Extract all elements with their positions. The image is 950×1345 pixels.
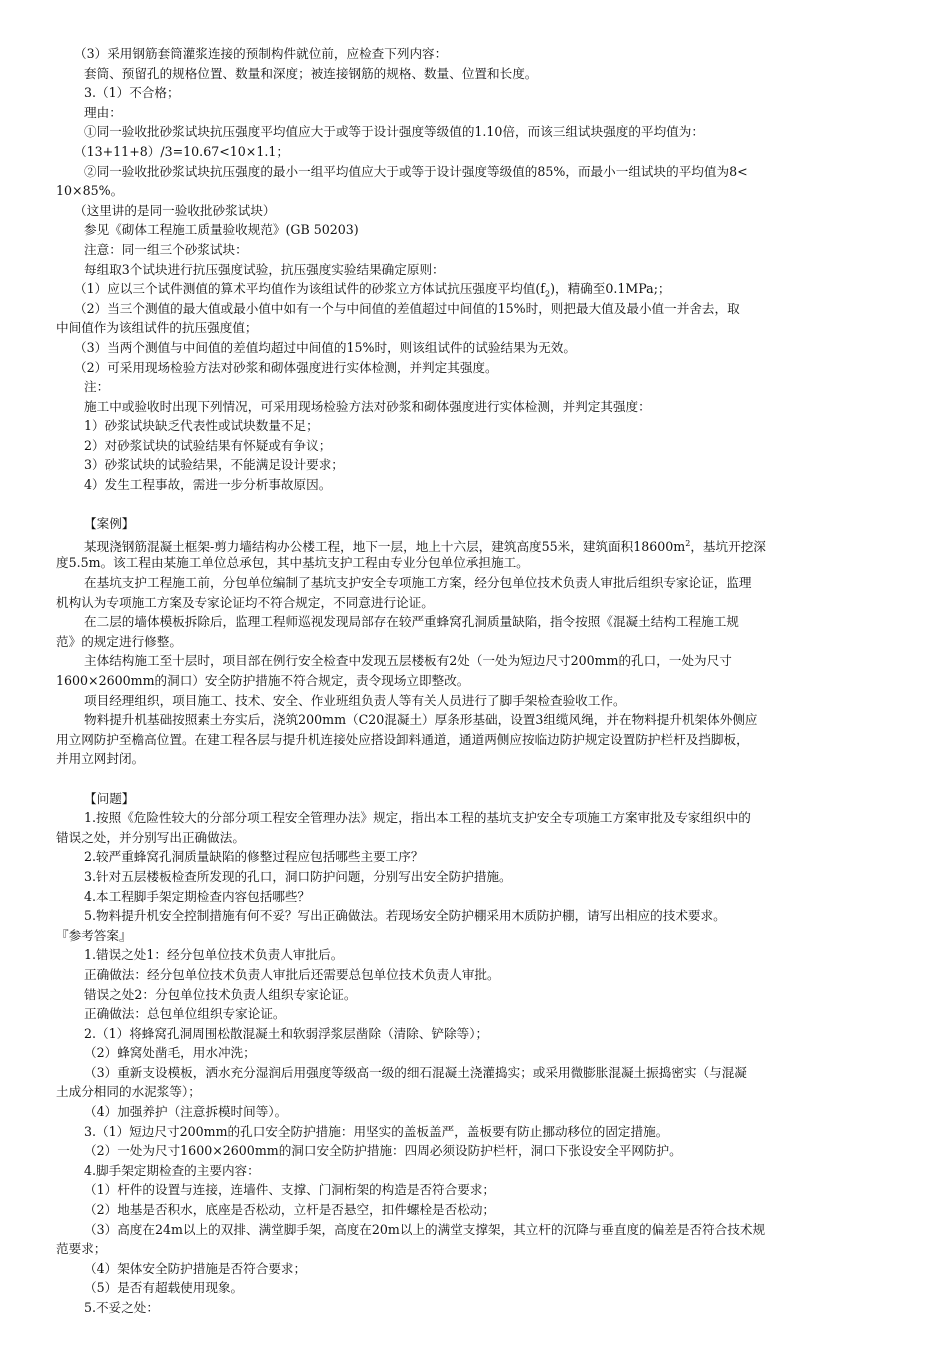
answers-heading: 『参考答案』 [56, 927, 132, 943]
questions-heading: 【问题】 [84, 790, 135, 806]
text-line: 范》的规定进行修整。 [56, 633, 182, 649]
text-line: （2）可采用现场检验方法对砂浆和砌体强度进行实体检测，并判定其强度。 [74, 359, 498, 375]
spacer [56, 769, 896, 789]
text-line: 2）对砂浆试块的试验结果有怀疑或有争议； [84, 437, 332, 453]
text-line: 10×85%。 [56, 183, 124, 199]
text-line: （3）重新支设模板，洒水充分湿润后用强度等级高一级的细石混凝土浇灌捣实；或采用微膨胀混凝土振捣密实（与混凝 [84, 1064, 747, 1080]
text-line: （2）当三个测值的最大值或最小值中如有一个与中间值的差值超过中间值的15%时，则把最大值及最小值一并舍去，取 [74, 300, 740, 316]
text-line: 1）砂浆试块缺乏代表性或试块数量不足； [84, 418, 319, 434]
text-line: 并用立网封闭。 [56, 751, 145, 767]
text-line: 用立网防护至檐高位置。在建工程各层与提升机连接处应搭设卸料通道，通道两侧应按临边防护规定设置防护栏杆及挡脚板， [56, 731, 749, 747]
text-line: 错误之处，并分别写出正确做法。 [56, 829, 245, 845]
text-line: （这里讲的是同一验收批砂浆试块） [74, 202, 276, 218]
text-line: 3.针对五层楼板检查所发现的孔口，洞口防护问题，分别写出安全防护措施。 [84, 868, 512, 884]
text-line: 主体结构施工至十层时，项目部在例行安全检查中发现五层楼板有2处（一处为短边尺寸200mm的孔口，一处为尺寸 [84, 653, 732, 669]
text-line: 3.（1）短边尺寸200mm的孔口安全防护措施：用坚实的盖板盖严，盖板要有防止挪动移位的固定措施。 [84, 1123, 669, 1139]
text-line: 物料提升机基础按照素土夯实后，浇筑200mm（C20混凝土）厚条形基础，设置3组缆风绳，并在物料提升机架体外侧应 [84, 712, 758, 728]
superscript: 2 [685, 538, 691, 548]
text-line: 2.（1）将蜂窝孔洞周围松散混凝土和软弱浮浆层凿除（清除、铲除等）； [84, 1025, 489, 1041]
text-line: 施工中或验收时出现下列情况，可采用现场检验方法对砂浆和砌体强度进行实体检测，并判定其强度： [84, 398, 651, 414]
text-line: ①同一验收批砂浆试块抗压强度平均值应大于或等于设计强度等级值的1.10倍，而该三组试块强度的平均值为： [84, 124, 704, 140]
text-run: （1）应以三个试件测值的算术平均值作为该组试件的砂浆立方体试抗压强度平均值(f [74, 281, 545, 297]
spacer [56, 495, 896, 515]
text-line: 1.按照《危险性较大的分部分项工程安全管理办法》规定，指出本工程的基坑支护安全专项施工方案审批及专家组织中的 [84, 810, 751, 826]
text-line: 1.错误之处1：经分包单位技术负责人审批后。 [84, 947, 344, 963]
text-line: （1）杆件的设置与连接，连墙件、支撑、门洞桁架的构造是否符合要求； [84, 1182, 496, 1198]
text-line: 5.物料提升机安全控制措施有何不妥？写出正确做法。若现场安全防护棚采用木质防护棚，请写出相应的技术要求。 [84, 908, 726, 924]
text-line: 机构认为专项施工方案及专家论证均不符合规定，不同意进行论证。 [56, 594, 434, 610]
text-line: （2）蜂窝处凿毛，用水冲洗； [84, 1045, 256, 1061]
text-run: 某现浇钢筋混凝土框架-剪力墙结构办公楼工程，地下一层，地上十六层，建筑高度55米，建筑面积18600m [84, 539, 686, 555]
subscript: 2 [544, 289, 551, 299]
text-line: ②同一验收批砂浆试块抗压强度的最小一组平均值应大于或等于设计强度等级值的85%，而最小一组试块的平均值为8< [84, 163, 748, 179]
text-line [56, 534, 896, 554]
document-body [56, 44, 896, 1318]
text-line: 项目经理组织，项目施工、技术、安全、作业班组负责人等有关人员进行了脚手架检查验收工作。 [84, 692, 626, 708]
text-line: 每组取3个试块进行抗压强度试验，抗压强度实验结果确定原则： [84, 261, 445, 277]
text-line: 土成分相同的水泥浆等）； [56, 1084, 201, 1100]
text-line: 套筒、预留孔的规格位置、数量和深度；被连接钢筋的规格、数量、位置和长度。 [84, 65, 538, 81]
text-line: 错误之处2：分包单位技术负责人组织专家论证。 [84, 986, 357, 1002]
text-line: 注： [84, 379, 110, 395]
text-line: 2.较严重蜂窝孔洞质量缺陷的修整过程应包括哪些主要工序？ [84, 849, 424, 865]
text-line: （4）架体安全防护措施是否符合要求； [84, 1260, 307, 1276]
text-line: 1600×2600mm的洞口）安全防护措施不符合规定，责令现场立即整改。 [56, 673, 470, 688]
text-line: （4）加强养护（注意拆模时间等）。 [84, 1104, 288, 1120]
text-line: （2）地基是否积水，底座是否松动，立杆是否悬空，扣件螺栓是否松动； [84, 1202, 496, 1218]
text-run: )，精确至0.1MPa;； [550, 281, 671, 297]
text-line: （5）是否有超载使用现象。 [84, 1280, 244, 1296]
text-line: 5.不妥之处： [84, 1300, 159, 1315]
text-line: 正确做法：经分包单位技术负责人审批后还需要总包单位技术负责人审批。 [84, 966, 500, 982]
text-line: 3）砂浆试块的试验结果，不能满足设计要求； [84, 457, 344, 473]
text-line: 中间值作为该组试件的抗压强度值； [56, 320, 258, 336]
text-line: （3）采用钢筋套筒灌浆连接的预制构件就位前，应检查下列内容： [74, 46, 448, 61]
text-line: 4.本工程脚手架定期检查内容包括哪些？ [84, 888, 311, 904]
text-line: （3）当两个测值与中间值的差值均超过中间值的15%时，则该组试件的试验结果为无效。 [74, 339, 576, 355]
text-line: 3.（1）不合格； [84, 85, 180, 101]
text-line: 范要求； [56, 1241, 107, 1257]
text-line: 在二层的墙体模板拆除后，监理工程师巡视发现局部存在较严重蜂窝孔洞质量缺陷，指令按照《混凝土结构工程施工规 [84, 614, 739, 630]
text-line: 4.脚手架定期检查的主要内容： [84, 1162, 260, 1178]
text-line [56, 279, 896, 299]
text-line: 注意：同一组三个砂浆试块： [84, 241, 248, 257]
text-line: 度5.5m。该工程由某施工单位总承包，其中基坑支护工程由专业分包单位承担施工。 [56, 555, 529, 571]
text-line: （3）高度在24m以上的双排、满堂脚手架，高度在20m以上的满堂支撑架，其立杆的沉降与垂直度的偏差是否符合技术规 [84, 1221, 766, 1237]
text-line: 在基坑支护工程施工前，分包单位编制了基坑支护安全专项施工方案，经分包单位技术负责人审批后组织专家论证，监理 [84, 575, 752, 591]
text-line: （2）一处为尺寸1600×2600mm的洞口安全防护措施：四周必须设防护栏杆，洞口下张设安全平网防护。 [84, 1143, 682, 1159]
text-run: ，基坑开挖深 [690, 539, 766, 555]
text-line: 正确做法：总包单位组织专家论证。 [84, 1006, 286, 1022]
text-line: 理由： [84, 104, 122, 120]
text-line: 参见《砌体工程施工质量验收规范》(GB 50203) [84, 222, 359, 238]
text-line: 4）发生工程事故，需进一步分析事故原因。 [84, 477, 332, 493]
text-line: （13+11+8）/3=10.67<10×1.1； [74, 143, 289, 159]
case-heading: 【案例】 [84, 516, 135, 532]
